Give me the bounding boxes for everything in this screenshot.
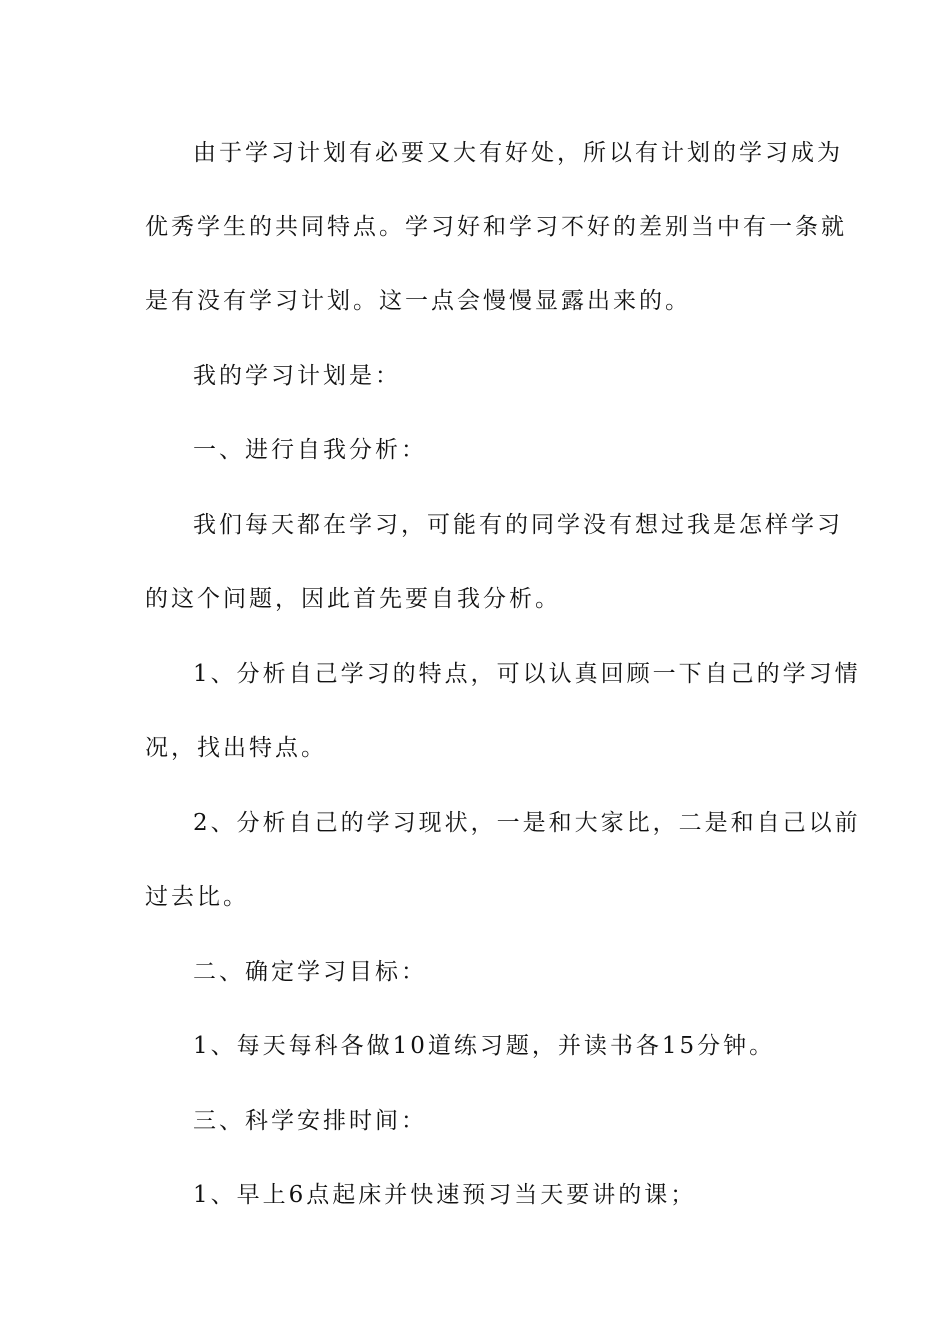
paragraph-line: 我的学习计划是： [193,363,401,389]
paragraph-line: 的这个问题，因此首先要自我分析。 [145,586,561,612]
list-item-line: 1、分析自己学习的特点，可以认真回顾一下自己的学习情 [193,661,861,687]
list-item-line: 2、分析自己的学习现状，一是和大家比，二是和自己以前 [193,810,861,836]
list-item-line: 1、早上6点起床并快速预习当天要讲的课； [193,1182,697,1208]
section-heading: 一、进行自我分析： [193,437,427,463]
section-heading: 三、科学安排时间： [193,1108,427,1134]
list-item-line: 过去比。 [145,884,249,910]
paragraph-line: 是有没有学习计划。这一点会慢慢显露出来的。 [145,288,691,314]
list-item-line: 1、每天每科各做10道练习题，并读书各15分钟。 [193,1033,776,1059]
paragraph-line: 优秀学生的共同特点。学习好和学习不好的差别当中有一条就 [145,214,847,240]
list-item-line: 况，找出特点。 [145,735,327,761]
paragraph-line: 由于学习计划有必要又大有好处，所以有计划的学习成为 [193,140,843,166]
section-heading: 二、确定学习目标： [193,959,427,985]
paragraph-line: 我们每天都在学习，可能有的同学没有想过我是怎样学习 [193,512,843,538]
